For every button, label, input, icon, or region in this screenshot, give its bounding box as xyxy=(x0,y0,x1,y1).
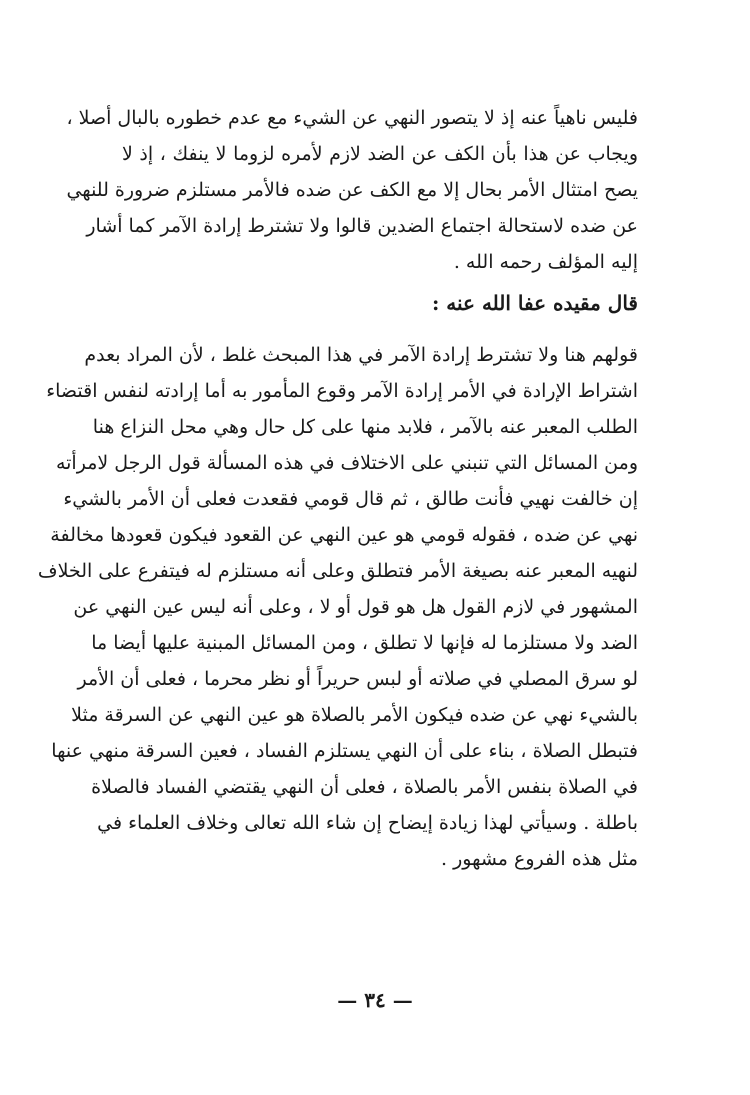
text-line: الطلب المعبر عنه بالآمر ، فلابد منها على كل حال وهي محل النزاع هنا xyxy=(92,416,638,438)
text-line: بالشيء نهي عن ضده فيكون الأمر بالصلاة هو عين النهي عن السرقة مثلا xyxy=(71,704,638,726)
text-line: نهي عن ضده ، فقوله قومي هو عين النهي عن القعود فيكون قعودها مخالفة xyxy=(50,524,638,546)
text-line: ومن المسائل التي تنبني على الاختلاف في هذه المسألة قول الرجل لامرأته xyxy=(55,452,638,474)
text-line: في الصلاة بنفس الأمر بالصلاة ، فعلى أن النهي يقتضي الفساد فالصلاة xyxy=(91,776,638,798)
text-line: فليس ناهياً عنه إذ لا يتصور النهي عن الشيء مع عدم خطوره بالبال أصلا ، xyxy=(66,107,638,129)
text-line: اشتراط الإرادة في الأمر إرادة الآمر وقوع المأمور به أما إرادته لنفس اقتضاء xyxy=(46,380,638,402)
paragraph-2 xyxy=(37,337,638,877)
page-number: — ٣٤ — xyxy=(337,988,413,1012)
text-line: فتبطل الصلاة ، بناء على أن النهي يستلزم الفساد ، فعين السرقة منهي عنها xyxy=(51,740,638,762)
text-line: لو سرق المصلي في صلاته أو لبس حريراً أو نظر محرما ، فعلى أن الأمر xyxy=(77,668,638,690)
text-line: إن خالفت نهيي فأنت طالق ، ثم قال قومي فقعدت فعلى أن الأمر بالشيء xyxy=(63,488,638,510)
text-line: باطلة . وسيأتي لهذا زيادة إيضاح إن شاء الله تعالى وخلاف العلماء في xyxy=(97,812,638,834)
text-line: مثل هذه الفروع مشهور . xyxy=(441,848,638,870)
text-line: لنهيه المعبر عنه بصيغة الأمر فتطلق وعلى أنه مستلزم له فيتفرع على الخلاف xyxy=(37,560,638,582)
section-heading: قال مقيده عفا الله عنه : xyxy=(431,291,638,315)
text-line: عن ضده لاستحالة اجتماع الضدين قالوا ولا تشترط إرادة الآمر كما أشار xyxy=(86,215,638,237)
text-line: قولهم هنا ولا تشترط إرادة الآمر في هذا المبحث غلط ، لأن المراد بعدم xyxy=(84,344,638,366)
text-line: الضد ولا مستلزما له فإنها لا تطلق ، ومن المسائل المبنية عليها أيضا ما xyxy=(91,632,638,654)
text-line: ويجاب عن هذا بأن الكف عن الضد لازم لأمره لزوما لا ينفك ، إذ لا xyxy=(122,143,638,165)
text-line: إليه المؤلف رحمه الله . xyxy=(453,251,638,273)
text-line: المشهور في لازم القول هل هو قول أو لا ، وعلى أنه ليس عين النهي عن xyxy=(73,596,638,618)
heading-block xyxy=(66,0,638,330)
text-line: يصح امتثال الأمر بحال إلا مع الكف عن ضده فالأمر مستلزم ضرورة للنهي xyxy=(66,179,638,201)
